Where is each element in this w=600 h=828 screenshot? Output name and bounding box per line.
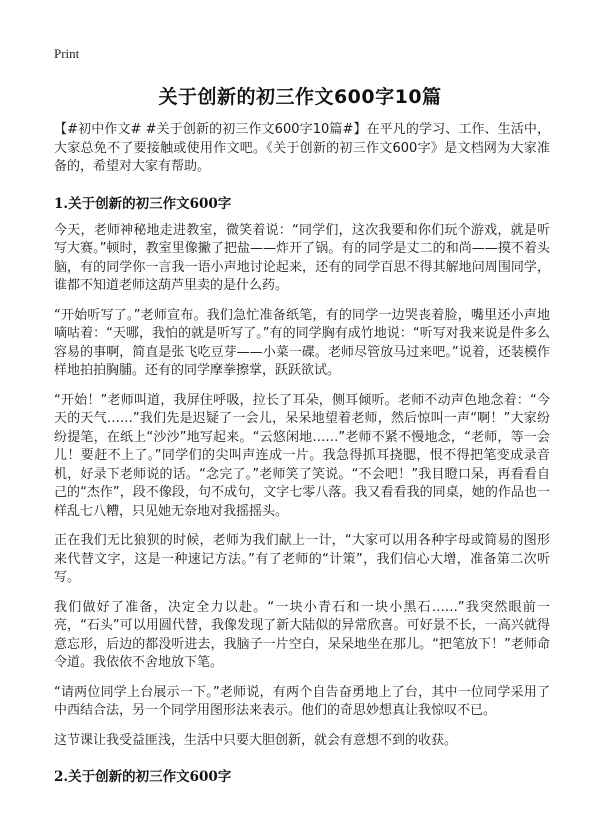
body-paragraph: “开始！”老师叫道，我屏住呼吸，拉长了耳朵，侧耳倾听。老师不动声色地念着：“今天的天气……”我们先是迟疑了一会儿，呆呆地望着老师，然后惊叫一声“啊！”大家纷纷提笔，在纸上“沙沙”地写起来。“云悠闲地……”老师不紧不慢地念，“老师，等一会儿！要赶不上了。”同学们的尖叫声连成一片。我急得抓耳挠腮，恨不得把笔变成录音机，好录下老师说的话。“念完了。”老师笑了笑说。“不会吧！”我目瞪口呆，再看看自己的“杰作”，段不像段，句不成句，文字七零八落。我又看看我的同桌，她的作品也一样乱七八糟，只见她无奈地对我摇摇头。 xyxy=(54,392,550,519)
body-paragraph: 今天，老师神秘地走进教室，微笑着说：“同学们，这次我要和你们玩个游戏，就是听写大赛。”顿时，教室里像撇了把盐——炸开了锅。有的同学是丈二的和尚——摸不着头脑，有的同学你一言我一语小声地讨论起来，还有的同学百思不得其解地问周围同学，谁都不知道老师这葫芦里卖的是什么药。 xyxy=(54,222,550,293)
section-1 xyxy=(54,192,550,751)
body-paragraph: “开始听写了。”老师宣布。我们急忙准备纸笔，有的同学一边哭丧着脸，嘴里还小声地嘀咕着：“天哪，我怕的就是听写了。”有的同学胸有成竹地说：“听写对我来说是件多么容易的事啊，简直是张飞吃豆芽——小菜一碟。老师尽管放马过来吧。”说着，还装模作样地拍拍胸脯。还有的同学摩拳擦掌，跃跃欲试。 xyxy=(54,307,550,378)
print-label: Print xyxy=(54,46,80,61)
body-paragraph: 正在我们无比狼狈的时候，老师为我们献上一计，“大家可以用各种字母或简易的图形来代替文字，这是一种速记方法。”有了老师的“计策”，我们信心大增，准备第二次听写。 xyxy=(54,533,550,585)
body-paragraph: “请两位同学上台展示一下。”老师说，有两个自告奋勇地上了台，其中一位同学采用了中西结合法，另一个同学用图形法来表示。他们的奇思妙想真让我惊叹不已。 xyxy=(54,684,550,718)
body-paragraph: 我们做好了准备，决定全力以赴。“一块小青石和一块小黑石……”我突然眼前一亮，“石头”可以用圆代替，我像发现了新大陆似的异常欣喜。可好景不长，一高兴就得意忘形，后边的都没听进去，我脑子一片空白，呆呆地坐在那儿。“把笔放下！”老师命令道。我依依不舍地放下笔。 xyxy=(54,599,550,670)
document-body xyxy=(54,121,550,795)
body-paragraph: 这节课让我受益匪浅，生活中只要大胆创新，就会有意想不到的收获。 xyxy=(54,732,458,748)
intro-paragraph: 【#初中作文# #关于创新的初三作文600字10篇#】在平凡的学习、工作、生活中，大家总免不了要接触或使用作文吧。《关于创新的初三作文600字》是文档网为大家准备的，希望对大家有帮助。 xyxy=(54,122,550,174)
section-heading: 2.关于创新的初三作文600字 xyxy=(54,769,232,785)
page-title: 关于创新的初三作文600字10篇 xyxy=(158,86,442,108)
section-2 xyxy=(54,765,550,785)
section-heading: 1.关于创新的初三作文600字 xyxy=(54,195,232,212)
